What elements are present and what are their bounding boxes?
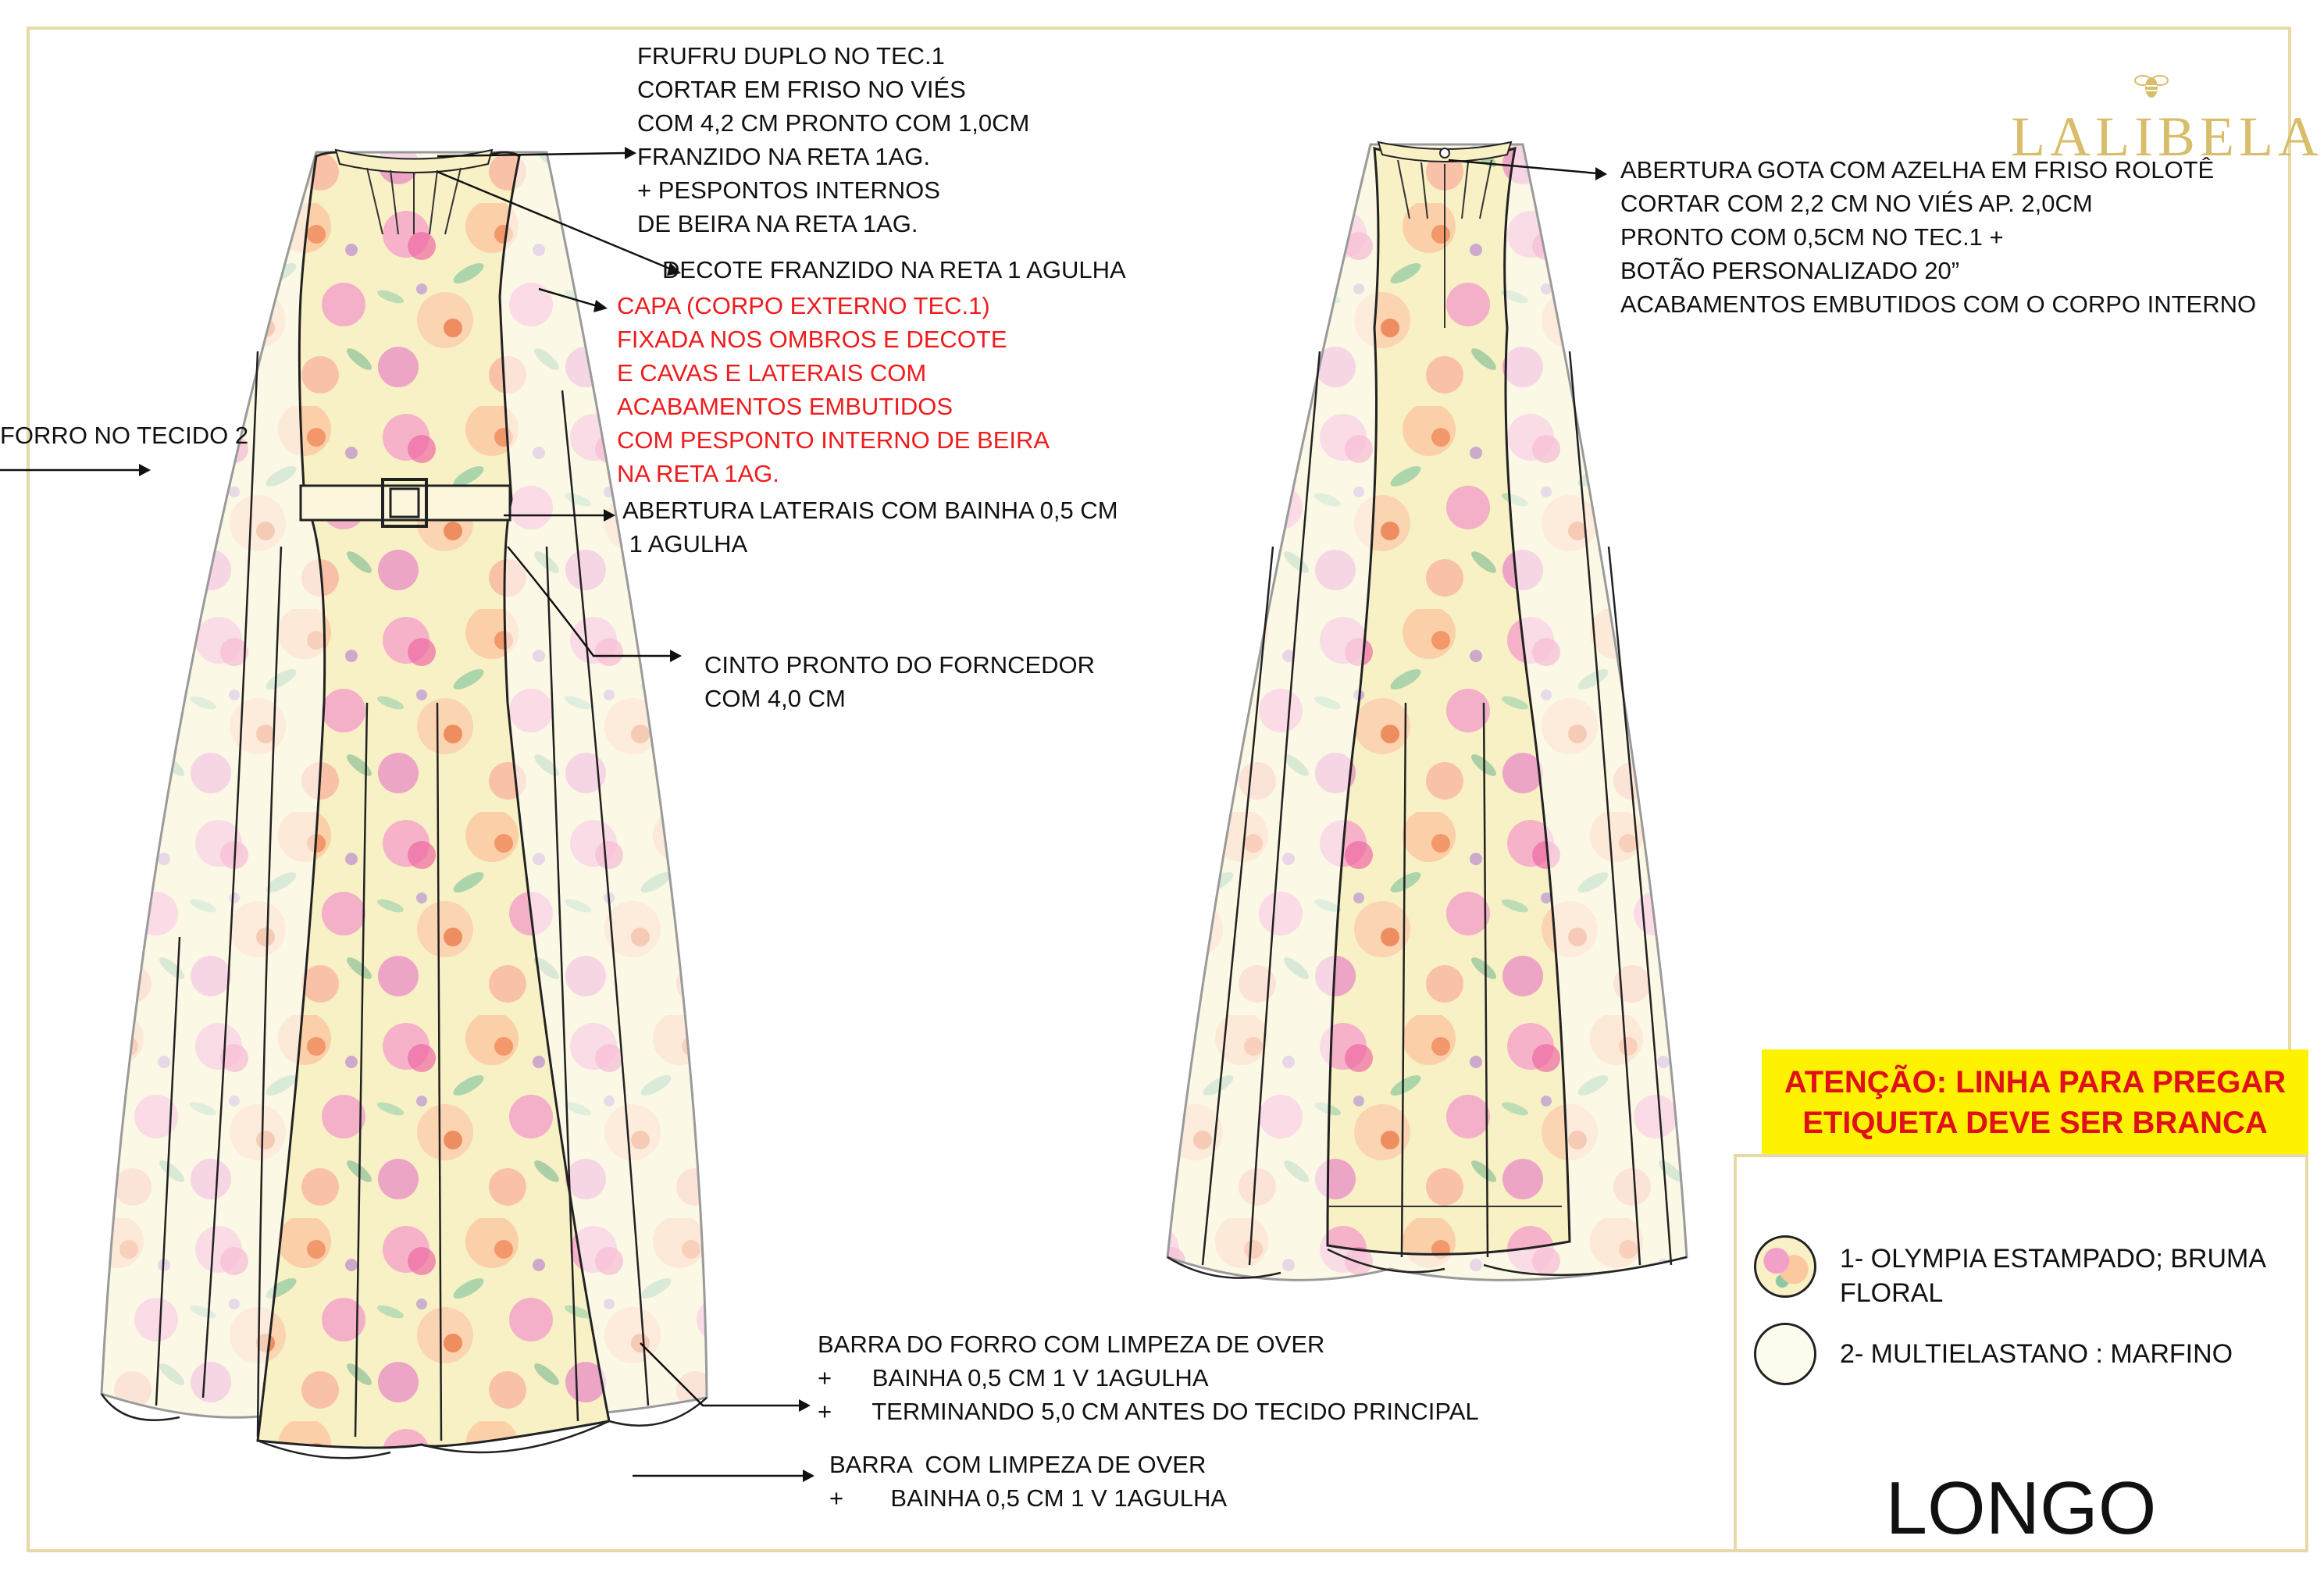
note-forro: FORRO NO TECIDO 2 (0, 422, 249, 449)
front-dress-drawing (102, 150, 707, 1458)
brand-name: LALIBELA (2011, 105, 2323, 168)
note-frufru: FRUFRU DUPLO NO TEC.1 CORTAR EM FRISO NO VIÉS COM 4,2 CM PRONTO COM 1,0CM FRANZIDO NA RETA 1AG. + PESPONTOS INTERNOS DE BEIRA NA RETA 1AG. (637, 42, 1030, 237)
length-label: LONGO (1885, 1466, 2157, 1550)
note-capa: CAPA (CORPO EXTERNO TEC.1) FIXADA NOS OMBROS E DECOTE E CAVAS E LATERAIS COM ACABAMENTOS EMBUTIDOS COM PESPONTO INTERNO DE BEIRA NA RETA 1AG. (617, 292, 1050, 487)
brand-logo (2011, 70, 2323, 168)
note-cinto: CINTO PRONTO DO FORNCEDOR COM 4,0 CM (704, 651, 1096, 712)
warning-text: ATENÇÃO: LINHA PARA PREGAR ETIQUETA DEVE SER BRANCA (1784, 1065, 2287, 1140)
note-abertura-laterais: ABERTURA LATERAIS COM BAINHA 0,5 CM 1 AGULHA (622, 497, 1118, 558)
note-decote: DECOTE FRANZIDO NA RETA 1 AGULHA (662, 256, 1126, 283)
note-abertura-gota: ABERTURA GOTA COM AZELHA EM FRISO ROLOTÊ CORTAR COM 2,2 CM NO VIÉS AP. 2,0CM PRONTO COM 0,5CM NO TEC.1 + BOTÃO PERSONALIZADO 20” ACABAMENTOS EMBUTIDOS COM O CORPO INTERNO (1620, 156, 2257, 318)
material-1-label: 1- OLYMPIA ESTAMPADO; BRUMA FLORAL (1840, 1244, 2266, 1308)
swatch-marfino (1754, 1323, 1816, 1385)
note-barra-forro: BARRA DO FORRO COM LIMPEZA DE OVER + BAINHA 0,5 CM 1 V 1AGULHA + TERMINANDO 5,0 CM ANTES DO TECIDO PRINCIPAL (818, 1331, 1479, 1425)
warning-banner (1762, 1049, 2308, 1159)
back-dress-drawing (1167, 142, 1687, 1280)
material-2-label: 2- MULTIELASTANO : MARFINO (1840, 1339, 2233, 1369)
note-barra: BARRA COM LIMPEZA DE OVER + BAINHA 0,5 CM 1 V 1AGULHA (829, 1451, 1228, 1512)
swatch-floral (1754, 1235, 1816, 1298)
materials-legend (1734, 1154, 2308, 1552)
bee-icon (2134, 70, 2169, 102)
